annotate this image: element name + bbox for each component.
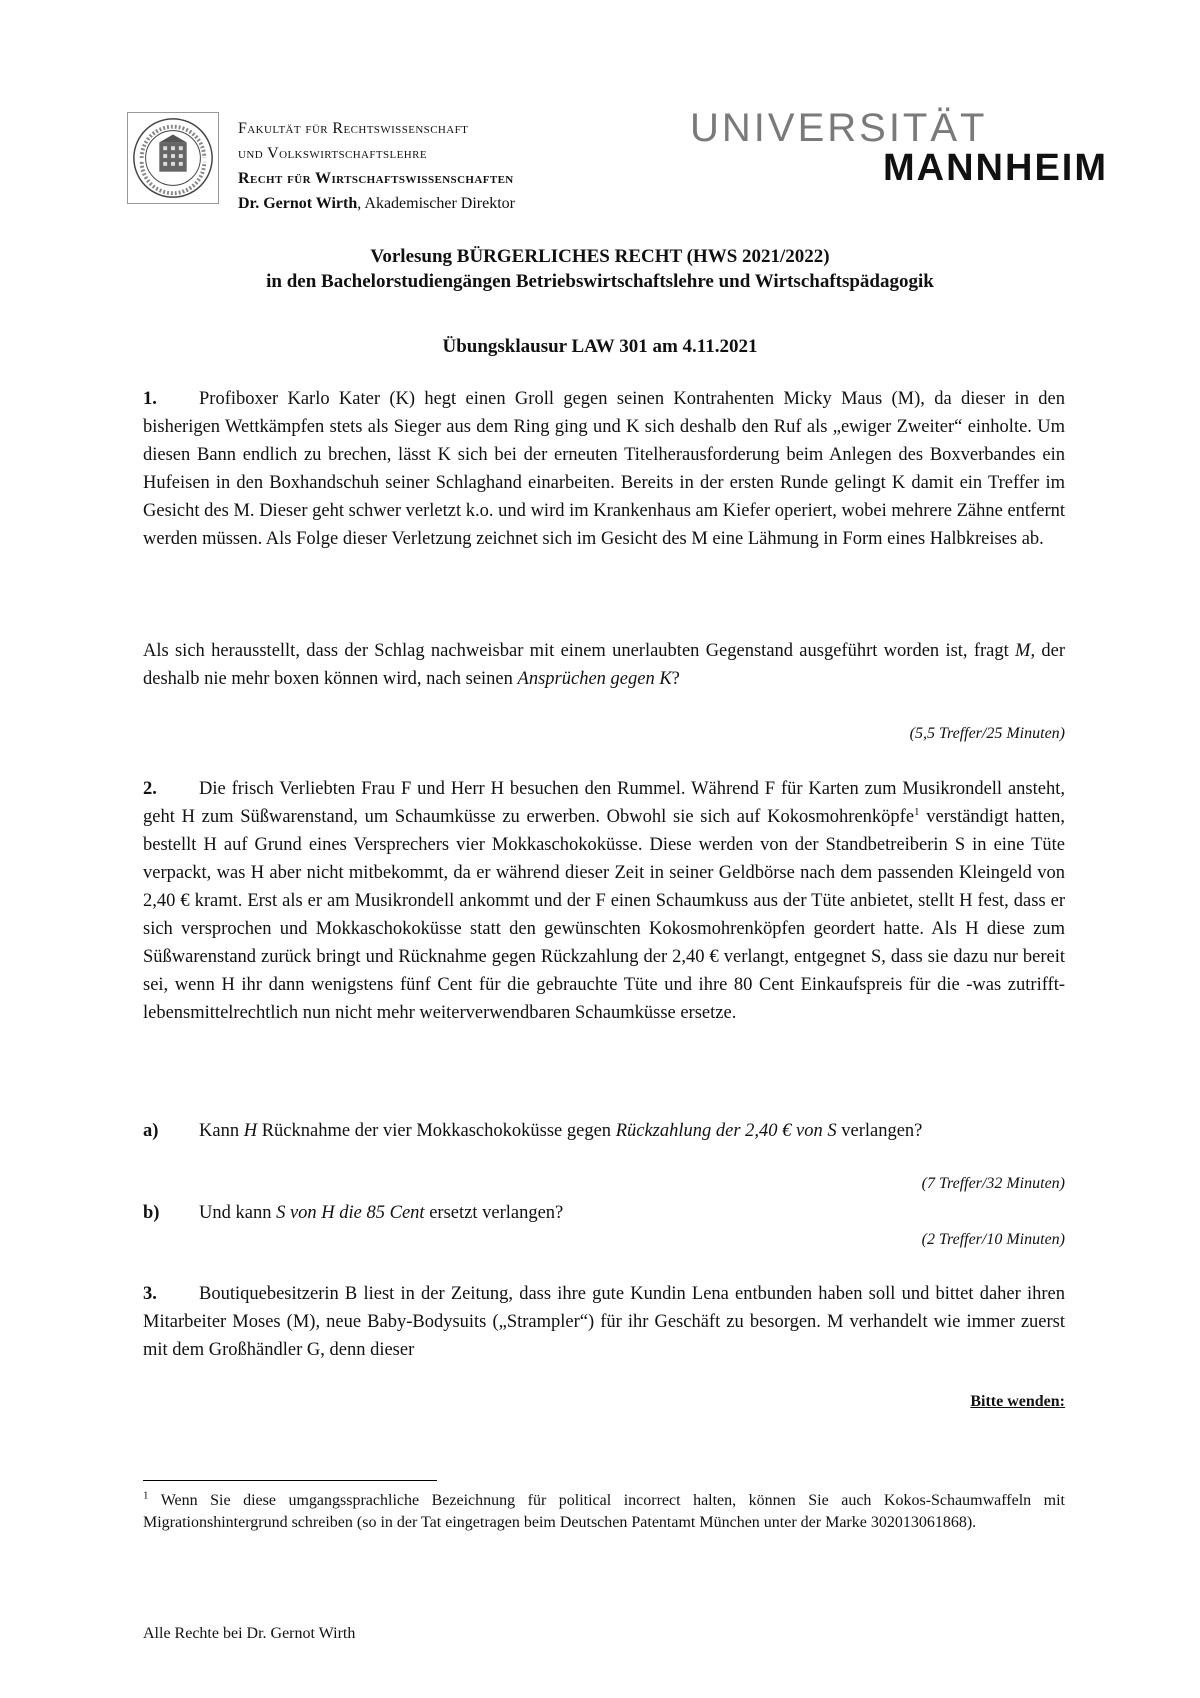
task2-question-b [143,1199,1065,1227]
faculty-line1: Fakultät für Rechtswissenschaft [238,120,469,137]
task1-text-b2: , der deshalb nie mehr boxen können wird, nach seinen [143,641,1065,689]
task2-b-text1: Und kann [199,1203,277,1223]
task2-number: 2. [143,779,157,799]
task2-a-question: Rückzahlung der 2,40 € von S [615,1121,837,1141]
task2-paragraph [143,775,1065,1027]
footnote-divider [143,1480,437,1481]
faculty-line2: und Volkswirtschaftslehre [238,145,427,162]
task3-text: Boutiquebesitzerin B liest in der Zeitung, dass ihre gute Kundin Lena entbunden haben soll und bittet daher ihren Mitarbeiter Moses (M), neue Baby-Bodysuits („Strampler“) für ihr Geschäft zu besorgen. M verhandelt wie immer zuerst mit dem Großhändler G, denn dieser [143,1284,1065,1360]
copyright-note: Alle Rechte bei Dr. Gernot Wirth [143,1625,356,1642]
task1-text-b1: Als sich herausstellt, dass der Schlag nachweisbar mit einem unerlaubten Gegenstand ausgeführt worden ist, fragt [143,641,1016,661]
task2-text-1: Die frisch Verliebten Frau F und Herr H besuchen den Rummel. Während F für Karten zum Musikrondell ansteht, geht H zum Süßwarenstand, um Schaumküsse zu erwerben. Obwohl sie sich auf Kokosmohrenköpfe [143,779,1065,827]
turn-page-note: Bitte wenden: [970,1393,1065,1410]
lecture-title-line1: Vorlesung BÜRGERLICHES RECHT (HWS 2021/2022) [370,246,830,267]
task1-text-question: Ansprüchen gegen K [517,669,672,689]
task2-a-label: a) [143,1121,159,1141]
footnote [143,1490,1065,1534]
seal-emblem-icon [128,113,218,203]
task1-score: (5,5 Treffer/25 Minuten) [909,725,1065,742]
footnote-text: Wenn Sie diese umgangssprachliche Bezeichnung für political incorrect halten, können Sie auch Kokos-Schaumwaffeln mit Migrationshintergrund schreiben (so in der Tat eingetragen beim Deutschen Patentamt München unter der Marke 302013061868). [143,1492,1065,1531]
task2-a-text3: verlangen? [836,1121,923,1141]
task1-text-m: M [1015,641,1031,661]
person-line [238,191,515,216]
task2-a-h: H [243,1121,258,1141]
chair-name: Recht für Wirtschaftswissenschaften [238,170,514,187]
task2-a-text2: Rücknahme der vier Mokkaschokoküsse gegen [257,1121,616,1141]
logo-line1: UNIVERSITÄT [690,106,988,150]
task1-question [143,637,1065,693]
task2-b-score: (2 Treffer/10 Minuten) [921,1231,1065,1248]
task3-number: 3. [143,1284,157,1304]
footnote-number: 1 [143,1489,149,1502]
task3-paragraph [143,1280,1065,1364]
person-title: , Akademischer Direktor [357,195,515,212]
task2-b-label: b) [143,1203,160,1223]
logo-line2: MANNHEIM [883,147,1108,189]
task1-text-a: Profiboxer Karlo Kater (K) hegt einen Groll gegen seinen Kontrahenten Micky Maus (M), da dieser in den bisherigen Wettkämpfen stets als Sieger aus dem Ring ging und K sich deshalb den Ruf als „ewiger Zweiter“ einholte. Um diesen Bann endlich zu brechen, lässt K sich bei der erneuten Titelherausforderung beim Anlegen des Boxverbandes ein Hufeisen in den Boxhandschuh seiner Schlaghand einarbeiten. Bereits in der ersten Runde gelingt K damit ein Treffer im Gesicht des M. Dieser geht schwer verletzt k.o. und wird im Krankenhaus am Kiefer operiert, wobei mehrere Zähne entfernt werden müssen. Als Folge dieser Verletzung zeichnet sich im Gesicht des M eine Lähmung in Form eines Halbkreises ab. [143,389,1065,549]
task2-b-question: S von H die 85 Cent [276,1203,425,1223]
task2-a-score: (7 Treffer/32 Minuten) [921,1175,1065,1192]
footnote-ref: 1 [914,805,920,818]
task2-question-a [143,1117,1065,1145]
task2-text-2: verständigt hatten, bestellt H auf Grund eines Versprechers vier Mokkaschokoküsse. Diese werden von der Standbetreiberin S in eine Tüte verpackt, was H aber nicht mitbekommt, da er während dieser Zeit in seiner Geldbörse nach dem passenden Kleingeld von 2,40 € kramt. Erst als er am Musikrondell ankommt und der F einen Schaumkuss aus der Tüte anbietet, stellt H fest, dass er sich versprochen und Mokkaschokoküsse statt den gewünschten Kokosmohrenköpfen geordert hatte. Als H diese zum Süßwarenstand zurück bringt und Rücknahme gegen Rückzahlung der 2,40 € verlangt, entgegnet S, dass sie dazu nur bereit sei, wenn H ihr dann wenigstens fünf Cent für die gebrauchte Tüte und ihre 80 Cent Einkaufspreis für die -was zutrifft- lebensmittelrechtlich nun nicht mehr weiterverwendbaren Schaumküsse ersetze. [143,807,1066,1023]
university-seal [127,112,219,204]
faculty-block [238,116,515,216]
lecture-title [0,244,1200,294]
lecture-title-line2: in den Bachelorstudiengängen Betriebswirtschaftslehre und Wirtschaftspädagogik [266,271,934,292]
task2-a-text1: Kann [199,1121,244,1141]
task2-b-text2: ersetzt verlangen? [424,1203,564,1223]
exam-title: Übungsklausur LAW 301 am 4.11.2021 [442,336,758,357]
university-logo [690,106,1108,190]
task1-text-b3: ? [671,669,680,689]
person-name: Dr. Gernot Wirth [238,195,358,212]
task1-number: 1. [143,389,157,409]
task1-paragraph [143,385,1065,553]
